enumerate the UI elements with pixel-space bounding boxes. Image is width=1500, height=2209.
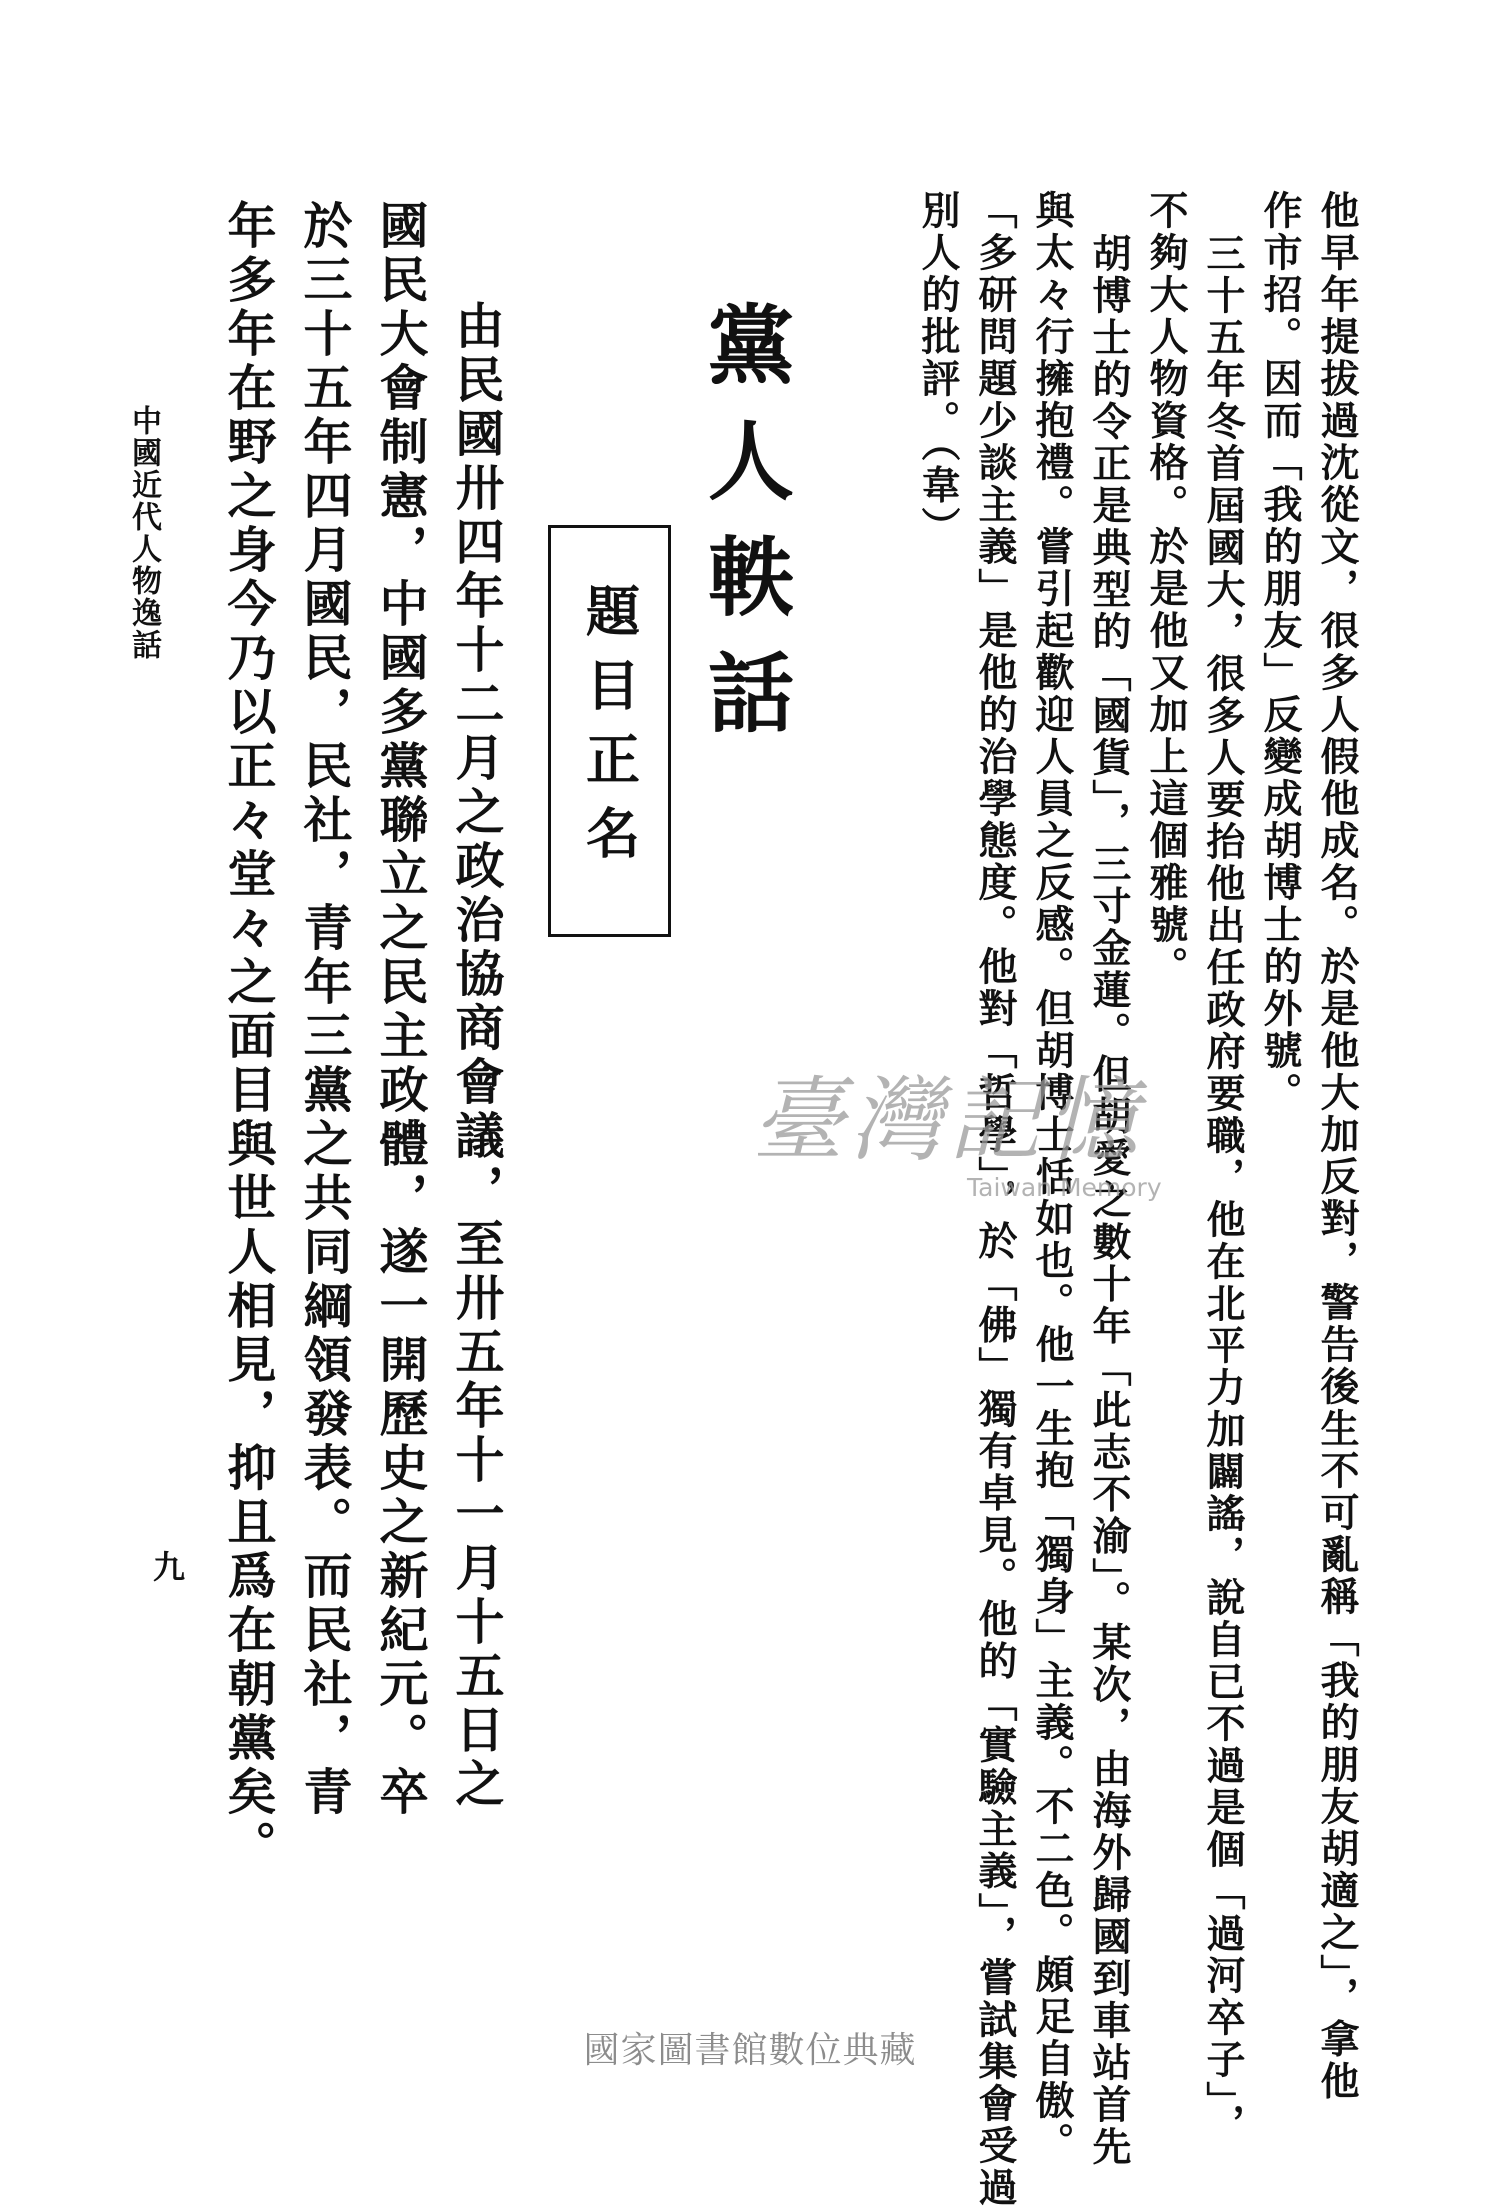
upper-column-5: 胡博士的令正是典型的「國貨」，三寸金蓮。但胡愛之數十年「此志不渝」。某次，由海外歸國到車站首先 (1086, 233, 1132, 2168)
footer-credit: 國家圖書館數位典藏 (583, 2030, 917, 2071)
subtitle-text: 題目正名 (577, 583, 642, 879)
upper-column-6: 與太々行擁抱禮。嘗引起歡迎人員之反感。但胡博士恬如也。他一生抱「獨身」主義。不二色。頗足自傲。 (1029, 190, 1075, 2164)
lower-column-4: 年多年在野之身今乃以正々堂々之面目與世人相見，抑且爲在朝黨矣。 (220, 200, 278, 1874)
watermark (752, 1067, 1212, 1225)
lower-column-3: 於三十五年四月國民，民社，青年三黨之共同綱領發表。而民社，青 (296, 200, 354, 1820)
watermark-english: Taiwan Memory (967, 1173, 1162, 1202)
lower-column-2: 國民大會制憲，中國多黨聯立之民主政體，遂一開歷史之新紀元。卒 (372, 200, 430, 1820)
lower-column-1: 由民國卅四年十二月之政治協商會議，至卅五年十一月十五日之 (448, 300, 506, 1812)
upper-column-8: 別人的批評。（韋） (915, 190, 961, 549)
watermark-script: 臺灣記憶 (752, 1067, 1145, 1174)
upper-column-1: 他早年提拔過沈從文，很多人假他成名。於是他大加反對，警告後生不可亂稱「我的朋友胡適之」，拿他 (1314, 190, 1360, 2103)
upper-column-2: 作市招。因而「我的朋友」反變成胡博士的外號。 (1257, 190, 1303, 1114)
section-title: 黨人軼話 (693, 300, 794, 764)
running-head: 中國近代人物逸話 (126, 405, 161, 661)
upper-column-4: 不夠大人物資格。於是他又加上這個雅號。 (1143, 190, 1189, 988)
subtitle-box (548, 525, 671, 937)
upper-column-3: 三十五年冬首屆國大，很多人要抬他出任政府要職，他在北平力加闢謠，說自已不過是個「過河卒子」， (1200, 233, 1246, 2146)
upper-column-7: 「多研問題少談主義」是他的治學態度。他對「哲學」，於「佛」獨有卓見。他的「實驗主義」，嘗試集會受過 (972, 190, 1018, 2209)
page-number: 九 (153, 1548, 186, 1586)
